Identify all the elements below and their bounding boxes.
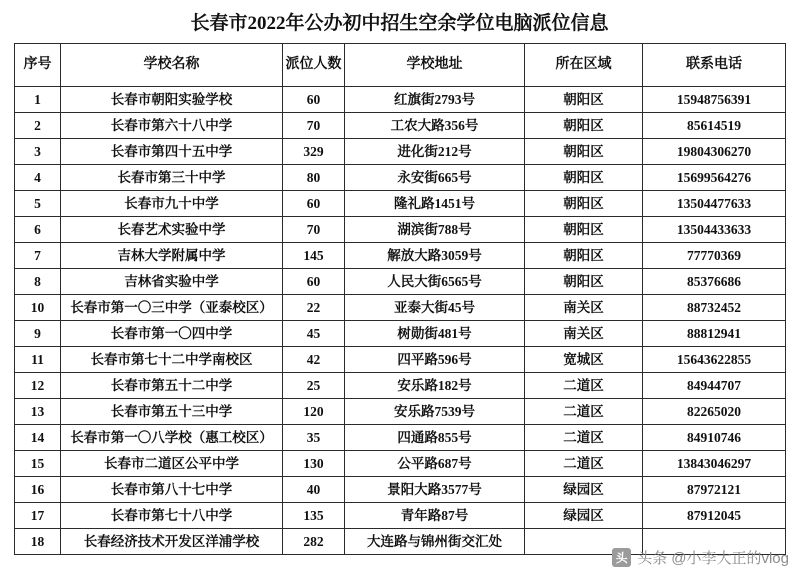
cell-index: 5 xyxy=(15,191,61,217)
cell-district: 朝阳区 xyxy=(525,217,643,243)
cell-phone: 15643622855 xyxy=(643,347,786,373)
cell-index: 12 xyxy=(15,373,61,399)
cell-school-name: 长春市第七十二中学南校区 xyxy=(61,347,283,373)
table-row xyxy=(15,477,786,503)
cell-index: 6 xyxy=(15,217,61,243)
table-row xyxy=(15,269,786,295)
cell-index: 1 xyxy=(15,87,61,113)
cell-placement-count: 80 xyxy=(283,165,345,191)
cell-placement-count: 329 xyxy=(283,139,345,165)
school-placement-table xyxy=(14,43,786,555)
cell-school-address: 永安街665号 xyxy=(345,165,525,191)
cell-school-address: 人民大街6565号 xyxy=(345,269,525,295)
cell-school-address: 公平路687号 xyxy=(345,451,525,477)
cell-school-name: 长春市第七十八中学 xyxy=(61,503,283,529)
column-header-phone: 联系电话 xyxy=(643,44,786,87)
cell-placement-count: 135 xyxy=(283,503,345,529)
cell-placement-count: 35 xyxy=(283,425,345,451)
cell-school-address: 景阳大路3577号 xyxy=(345,477,525,503)
table-row xyxy=(15,321,786,347)
cell-district: 朝阳区 xyxy=(525,191,643,217)
table-row xyxy=(15,451,786,477)
table-row xyxy=(15,399,786,425)
cell-school-address: 四通路855号 xyxy=(345,425,525,451)
cell-district: 二道区 xyxy=(525,399,643,425)
cell-district: 南关区 xyxy=(525,321,643,347)
cell-school-address: 解放大路3059号 xyxy=(345,243,525,269)
cell-placement-count: 25 xyxy=(283,373,345,399)
cell-index: 17 xyxy=(15,503,61,529)
cell-index: 2 xyxy=(15,113,61,139)
cell-phone: 15948756391 xyxy=(643,87,786,113)
cell-placement-count: 282 xyxy=(283,529,345,555)
cell-school-name: 长春市朝阳实验学校 xyxy=(61,87,283,113)
cell-district: 二道区 xyxy=(525,373,643,399)
table-container xyxy=(0,43,799,555)
cell-school-address: 大连路与锦州街交汇处 xyxy=(345,529,525,555)
cell-district: 朝阳区 xyxy=(525,113,643,139)
cell-placement-count: 70 xyxy=(283,217,345,243)
cell-index: 8 xyxy=(15,269,61,295)
table-row xyxy=(15,243,786,269)
cell-school-address: 湖滨街788号 xyxy=(345,217,525,243)
cell-school-name: 长春市第一〇八学校（惠工校区） xyxy=(61,425,283,451)
cell-school-address: 红旗街2793号 xyxy=(345,87,525,113)
cell-placement-count: 60 xyxy=(283,269,345,295)
cell-index: 18 xyxy=(15,529,61,555)
cell-school-name: 长春市第六十八中学 xyxy=(61,113,283,139)
cell-district: 二道区 xyxy=(525,425,643,451)
toutiao-logo-icon: 头 xyxy=(612,548,631,567)
cell-placement-count: 45 xyxy=(283,321,345,347)
cell-index: 13 xyxy=(15,399,61,425)
column-header-school-address: 学校地址 xyxy=(345,44,525,87)
cell-school-address: 安乐路7539号 xyxy=(345,399,525,425)
cell-placement-count: 60 xyxy=(283,191,345,217)
table-header xyxy=(15,44,786,87)
column-header-school-name: 学校名称 xyxy=(61,44,283,87)
cell-district: 宽城区 xyxy=(525,347,643,373)
cell-index: 3 xyxy=(15,139,61,165)
cell-phone: 85376686 xyxy=(643,269,786,295)
table-row xyxy=(15,87,786,113)
cell-phone: 82265020 xyxy=(643,399,786,425)
cell-district: 绿园区 xyxy=(525,503,643,529)
table-row xyxy=(15,425,786,451)
page-title: 长春市2022年公办初中招生空余学位电脑派位信息 xyxy=(190,13,609,34)
cell-district: 二道区 xyxy=(525,451,643,477)
cell-index: 15 xyxy=(15,451,61,477)
table-header-row xyxy=(15,44,786,87)
cell-school-name: 长春经济技术开发区洋浦学校 xyxy=(61,529,283,555)
cell-phone: 87972121 xyxy=(643,477,786,503)
cell-school-address: 进化街212号 xyxy=(345,139,525,165)
cell-district: 朝阳区 xyxy=(525,165,643,191)
table-row xyxy=(15,191,786,217)
cell-placement-count: 42 xyxy=(283,347,345,373)
cell-school-address: 亚泰大街45号 xyxy=(345,295,525,321)
table-row xyxy=(15,503,786,529)
cell-phone: 13843046297 xyxy=(643,451,786,477)
cell-district: 朝阳区 xyxy=(525,269,643,295)
cell-index: 4 xyxy=(15,165,61,191)
table-row xyxy=(15,217,786,243)
table-row xyxy=(15,373,786,399)
cell-phone: 88732452 xyxy=(643,295,786,321)
table-row xyxy=(15,113,786,139)
cell-school-name: 长春市第三十中学 xyxy=(61,165,283,191)
cell-school-name: 长春市第五十二中学 xyxy=(61,373,283,399)
watermark-text: 头条 @小李大正的vlog xyxy=(637,550,789,567)
cell-phone: 77770369 xyxy=(643,243,786,269)
cell-placement-count: 120 xyxy=(283,399,345,425)
cell-school-name: 长春市第四十五中学 xyxy=(61,139,283,165)
cell-index: 14 xyxy=(15,425,61,451)
cell-school-name: 吉林大学附属中学 xyxy=(61,243,283,269)
cell-index: 10 xyxy=(15,295,61,321)
table-row xyxy=(15,139,786,165)
cell-placement-count: 130 xyxy=(283,451,345,477)
column-header-index: 序号 xyxy=(15,44,61,87)
cell-placement-count: 22 xyxy=(283,295,345,321)
watermark xyxy=(612,547,789,568)
cell-placement-count: 70 xyxy=(283,113,345,139)
table-row xyxy=(15,165,786,191)
cell-phone: 15699564276 xyxy=(643,165,786,191)
cell-school-address: 工农大路356号 xyxy=(345,113,525,139)
cell-school-address: 树勋街481号 xyxy=(345,321,525,347)
cell-placement-count: 40 xyxy=(283,477,345,503)
table-body xyxy=(15,87,786,555)
cell-placement-count: 145 xyxy=(283,243,345,269)
cell-district: 朝阳区 xyxy=(525,87,643,113)
cell-placement-count: 60 xyxy=(283,87,345,113)
cell-phone: 13504477633 xyxy=(643,191,786,217)
cell-phone: 13504433633 xyxy=(643,217,786,243)
cell-school-address: 安乐路182号 xyxy=(345,373,525,399)
cell-school-name: 长春市第一〇三中学（亚泰校区） xyxy=(61,295,283,321)
cell-school-name: 长春市第五十三中学 xyxy=(61,399,283,425)
cell-phone: 87912045 xyxy=(643,503,786,529)
cell-index: 16 xyxy=(15,477,61,503)
cell-school-address: 四平路596号 xyxy=(345,347,525,373)
cell-district: 南关区 xyxy=(525,295,643,321)
cell-school-address: 青年路87号 xyxy=(345,503,525,529)
cell-phone: 19804306270 xyxy=(643,139,786,165)
cell-index: 11 xyxy=(15,347,61,373)
cell-phone: 84910746 xyxy=(643,425,786,451)
cell-school-name: 长春市九十中学 xyxy=(61,191,283,217)
cell-school-address: 隆礼路1451号 xyxy=(345,191,525,217)
cell-index: 9 xyxy=(15,321,61,347)
column-header-district: 所在区域 xyxy=(525,44,643,87)
cell-district: 绿园区 xyxy=(525,477,643,503)
cell-phone: 84944707 xyxy=(643,373,786,399)
cell-district: 朝阳区 xyxy=(525,243,643,269)
cell-district: 朝阳区 xyxy=(525,139,643,165)
cell-phone: 85614519 xyxy=(643,113,786,139)
table-row xyxy=(15,295,786,321)
cell-phone: 88812941 xyxy=(643,321,786,347)
table-row xyxy=(15,347,786,373)
cell-school-name: 吉林省实验中学 xyxy=(61,269,283,295)
cell-school-name: 长春艺术实验中学 xyxy=(61,217,283,243)
cell-school-name: 长春市第一〇四中学 xyxy=(61,321,283,347)
cell-school-name: 长春市第八十七中学 xyxy=(61,477,283,503)
cell-index: 7 xyxy=(15,243,61,269)
column-header-placement-count: 派位人数 xyxy=(283,44,345,87)
cell-school-name: 长春市二道区公平中学 xyxy=(61,451,283,477)
